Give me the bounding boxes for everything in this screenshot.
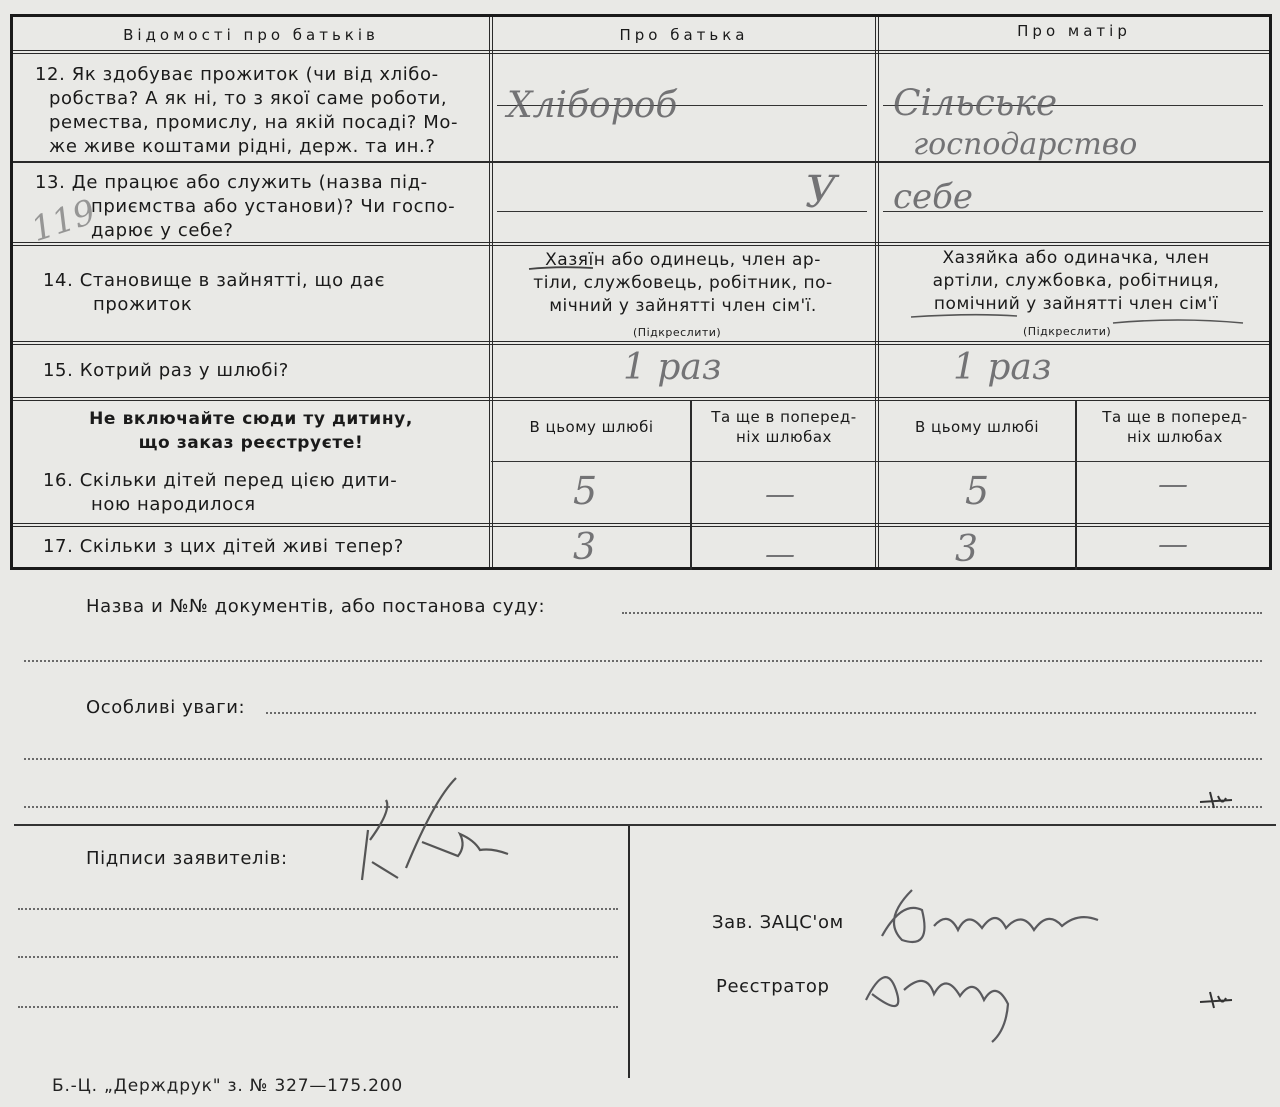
option-line: мічний у зайнятті член сім'ї. (549, 296, 817, 316)
documents-line (622, 612, 1262, 614)
registrar-signature (856, 950, 1046, 1050)
stain-mark (1196, 786, 1236, 816)
mother-occupation-line1: Сільське (893, 83, 1058, 124)
question-line: дарює у себе? (91, 220, 234, 241)
question-line: приємства або установи)? Чи госпо- (91, 196, 456, 217)
remarks-line (266, 712, 1256, 714)
option-line: тіли, службовець, робітник, по- (533, 273, 833, 293)
question-line: ною народилося (91, 494, 256, 515)
question-line: 16. Скільки дітей перед цією дити- (43, 470, 398, 491)
father-children-living-prev: — (765, 537, 795, 572)
stain-mark (1196, 986, 1236, 1016)
father-children-this: 5 (573, 469, 598, 513)
note-line: що заказ реєструєте! (138, 433, 364, 453)
head-label: Зав. ЗАЦС'ом (712, 912, 844, 933)
mother-this-marriage-header: В цьому шлюбі (914, 418, 1040, 436)
section-divider (628, 826, 630, 1078)
head-signature (872, 880, 1112, 960)
question-line: ремества, промислу, на якій посаді? Мо- (49, 112, 459, 133)
side-mark: 119 (26, 191, 101, 251)
header-line: Та ще в поперед- (711, 408, 857, 426)
remarks-line (24, 806, 1262, 808)
remarks-line (24, 758, 1262, 760)
applicant-signature (340, 770, 520, 900)
note-line: Не включайте сюди ту дитину, (89, 409, 413, 429)
header-line: Та ще в поперед- (1102, 408, 1248, 426)
header-father: Про батька (619, 26, 749, 44)
mother-children-prev: — (1158, 467, 1188, 502)
section-divider (14, 824, 1276, 826)
documents-line (24, 660, 1262, 662)
question-line: прожиток (93, 294, 193, 315)
header-mother: Про матір (1017, 22, 1131, 40)
mother-marriage-count: 1 раз (953, 347, 1052, 388)
signatures-label: Підписи заявителів: (86, 848, 288, 869)
signature-line (18, 956, 618, 958)
exclusion-note (13, 407, 489, 455)
question-line: 13. Де працює або служить (назва під- (35, 172, 428, 193)
father-children-prev: — (765, 477, 795, 512)
header-line: ніх шлюбах (1127, 428, 1223, 446)
signature-line (18, 908, 618, 910)
remarks-label: Особливі уваги: (86, 697, 246, 718)
option-line: Хазяїн або одинець, член ар- (545, 250, 821, 270)
question-line: же живе коштами рідні, держ. та ин.? (49, 136, 436, 157)
question-17: 17. Скільки з цих дітей живі тепер? (43, 536, 404, 557)
father-workplace: У (805, 167, 837, 218)
father-children-living-this: 3 (573, 527, 596, 568)
father-this-marriage-header: В цьому шлюбі (529, 418, 654, 436)
mother-children-living-this: 3 (955, 529, 978, 570)
documents-label: Назва и №№ документів, або постанова суду: (86, 596, 546, 617)
question-16 (43, 469, 483, 517)
father-prev-marriages-header (693, 407, 875, 447)
signature-line (18, 1006, 618, 1008)
parents-info-table (10, 14, 1272, 570)
question-line: робства? А як ні, то з якої саме роботи, (49, 88, 448, 109)
mother-children-this: 5 (965, 469, 990, 513)
option-line: артіли, службовка, робітниця, (932, 271, 1220, 291)
underline-note: (Підкреслити) (633, 326, 722, 339)
underline-note: (Підкреслити) (1023, 325, 1112, 338)
mother-children-living-prev: — (1158, 527, 1188, 562)
header-parents-info: Відомості про батьків (123, 26, 379, 44)
mother-occupation-line2: господарство (913, 127, 1138, 162)
option-line: помічний у зайнятті член сім'ї (933, 294, 1219, 314)
father-occupation: Хлібороб (507, 85, 678, 126)
option-line: Хазяйка або одиначка, член (942, 248, 1210, 268)
question-15: 15. Котрий раз у шлюбі? (43, 360, 289, 381)
registrar-label: Реєстратор (716, 976, 830, 997)
header-line: ніх шлюбах (736, 428, 832, 446)
print-imprint: Б.-Ц. „Держдрук" з. № 327—175.200 (52, 1076, 404, 1096)
mother-prev-marriages-header (1077, 407, 1273, 447)
mother-workplace: себе (893, 177, 974, 217)
father-marriage-count: 1 раз (623, 347, 722, 388)
question-line: 14. Становище в зайнятті, що дає (43, 270, 386, 291)
question-line: 12. Як здобуває прожиток (чи від хлібо- (35, 64, 439, 85)
